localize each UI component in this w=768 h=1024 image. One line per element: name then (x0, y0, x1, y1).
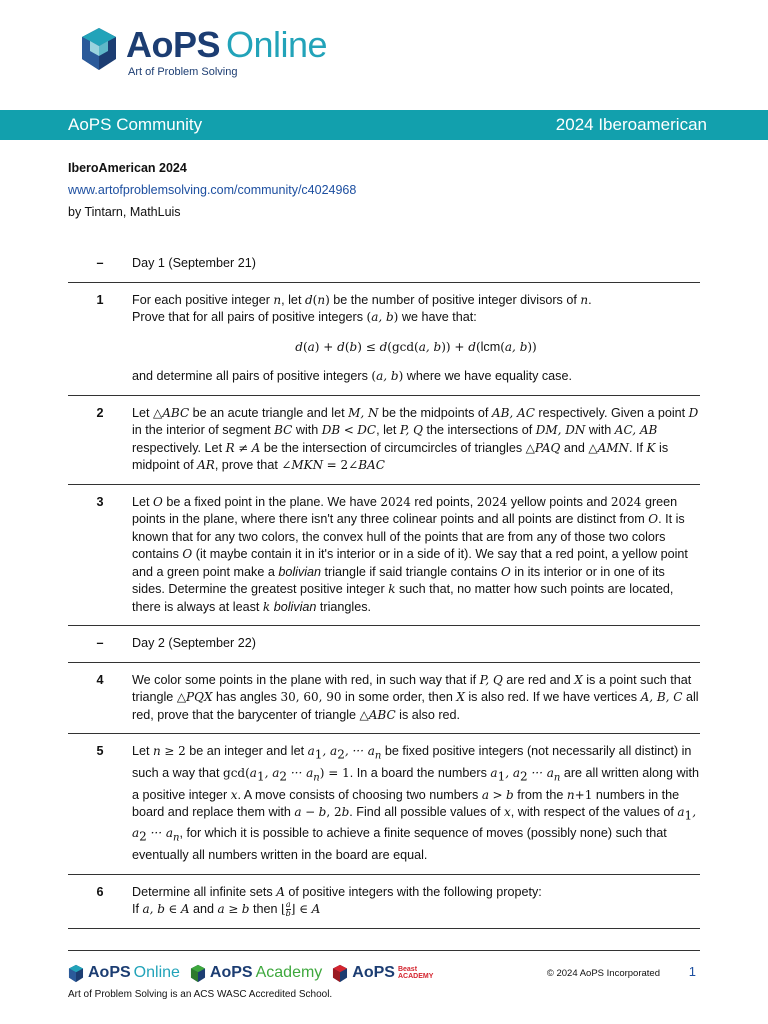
row-marker: – (96, 256, 104, 270)
beast-academy-word: ACADEMY (397, 973, 434, 980)
problem-3 (68, 485, 700, 627)
footer-academy: Academy (255, 964, 323, 981)
contest-meta (68, 157, 356, 223)
aops-cube-icon (80, 26, 118, 72)
contest-title: IberoAmerican 2024 (68, 161, 187, 175)
footer-beast-academy (398, 966, 433, 980)
day-label: Day 2 (September 22) (132, 636, 256, 650)
problem-number: 4 (96, 672, 104, 687)
problem-1 (68, 283, 700, 396)
day-2-row (68, 626, 700, 663)
footer-online: Online (133, 964, 180, 981)
aops-academy-cube-icon (190, 964, 206, 983)
page-number: 1 (688, 964, 696, 979)
copyright: © 2024 AoPS Incorporated (546, 968, 660, 979)
footer (68, 958, 700, 988)
brand-aops: AoPS (126, 24, 221, 65)
footer-aops-3: AoPS (352, 964, 395, 981)
accreditation-note: Art of Problem Solving is an ACS WASC Accredited School. (68, 989, 333, 1000)
problem-number: 3 (96, 494, 104, 509)
row-marker: – (96, 636, 104, 650)
footer-logo-online (68, 964, 180, 983)
brand-subtitle: Art of Problem Solving (128, 66, 238, 78)
problem-number: 2 (96, 405, 104, 420)
problem-text: Determine all infinite sets A of positive integers with the following propety: If a, b ∈ A and a ≥ b then ⌊ $\frac{a}{b}$ ⌋ ∈ A (132, 884, 542, 919)
footer-aops: AoPS (88, 964, 131, 981)
banner-contest: 2024 Iberoamerican (555, 115, 707, 134)
aops-cube-icon (68, 964, 84, 983)
community-link[interactable]: www.artofproblemsolving.com/community/c4024968 (68, 183, 357, 197)
footer-logo-beast (332, 964, 433, 983)
problem-text: We color some points in the plane with red, in such way that if P, Q are red and X is a point such that triangle △PQX has angles 30, 60, 90 in some order, then X is also red. If we have vertices A, B, C all red, prove that the barycenter of triangle △ABC is also red. (132, 672, 699, 722)
beast-word: Beast (397, 966, 418, 973)
footer-divider (68, 950, 700, 951)
problem-6 (68, 875, 700, 929)
problem-list (68, 246, 700, 929)
problem-text: Let O be a fixed point in the plane. We have 2024 red points, 2024 yellow points and 2024 green points in the plane, where there isn't any three colinear points and all points are distinct from O. It is known that for any two colors, the convex hull of the points that are from any of those two colors contains O (it maybe contain it in it's interior or in a side of it). We say that a red point, a yellow point and a green point make a bolivian triangle if said triangle contains O in its interior or in one of its sides. Determine the greatest positive integer k such that, no matter how such points are located, there is always at least k bolivian triangles. (132, 494, 688, 614)
problem-2 (68, 396, 700, 485)
aops-online-logo (80, 26, 327, 78)
problem-number: 5 (96, 744, 104, 758)
footer-logo-academy (190, 964, 322, 983)
problem-text: Let n ≥ 2 be an integer and let $a_1$, $a_2$, ··· $a_n$ be fixed positive integers (not necessarily all distinct) in such a way that $\gcd(a_1$, $a_2$ ··· $a_n) = 1$. In a board the numbers $a_1$, $a_2$ ··· $a_n$ are all written along with a positive integer x. A move consists of choosing two numbers a > b from the n+1 numbers in the board and replace them with a − b, 2b. Find all possible values of x, with respect of the values of $a_1$, $a_2$ ··· $a_n$, for which it is possible to achieve a finite sequence of moves (possibly none) such that eventually all numbers written in the board are equal. (132, 744, 699, 863)
problem-number: 6 (96, 884, 104, 899)
footer-aops-2: AoPS (209, 964, 253, 981)
header-banner (0, 110, 768, 140)
problem-text: Let △ABC be an acute triangle and let M, N be the midpoints of AB, AC respectively. Given a point D in the interior of segment BC with DB < DC, let P, Q the intersections of DM, DN with AC, AB respectively. Let R ≠ A be the intersection of circumcircles of triangles △PAQ and △AMN. If K is midpoint of AR, prove that ∠MKN = 2∠BAC (132, 405, 699, 472)
brand-online: Online (226, 24, 328, 65)
problem-text: For each positive integer n, let d(n) be the number of positive integer divisors of n. Prove that for all pairs of positive integers (a, b) we have that: d(a) + d(b) ≤ d(gcd(a, b)) + d(lcm(a, b)) and determine all pairs of positive integers (a, b) where we have equality case. (132, 292, 592, 383)
problem-5 (68, 734, 700, 875)
problem-number: 1 (96, 292, 104, 307)
aops-beast-cube-icon (332, 964, 348, 983)
banner-community: AoPS Community (68, 115, 203, 134)
problem-4 (68, 663, 700, 735)
authors: by Tintarn, MathLuis (68, 205, 181, 219)
day-1-row (68, 246, 700, 283)
day-label: Day 1 (September 21) (132, 256, 256, 270)
